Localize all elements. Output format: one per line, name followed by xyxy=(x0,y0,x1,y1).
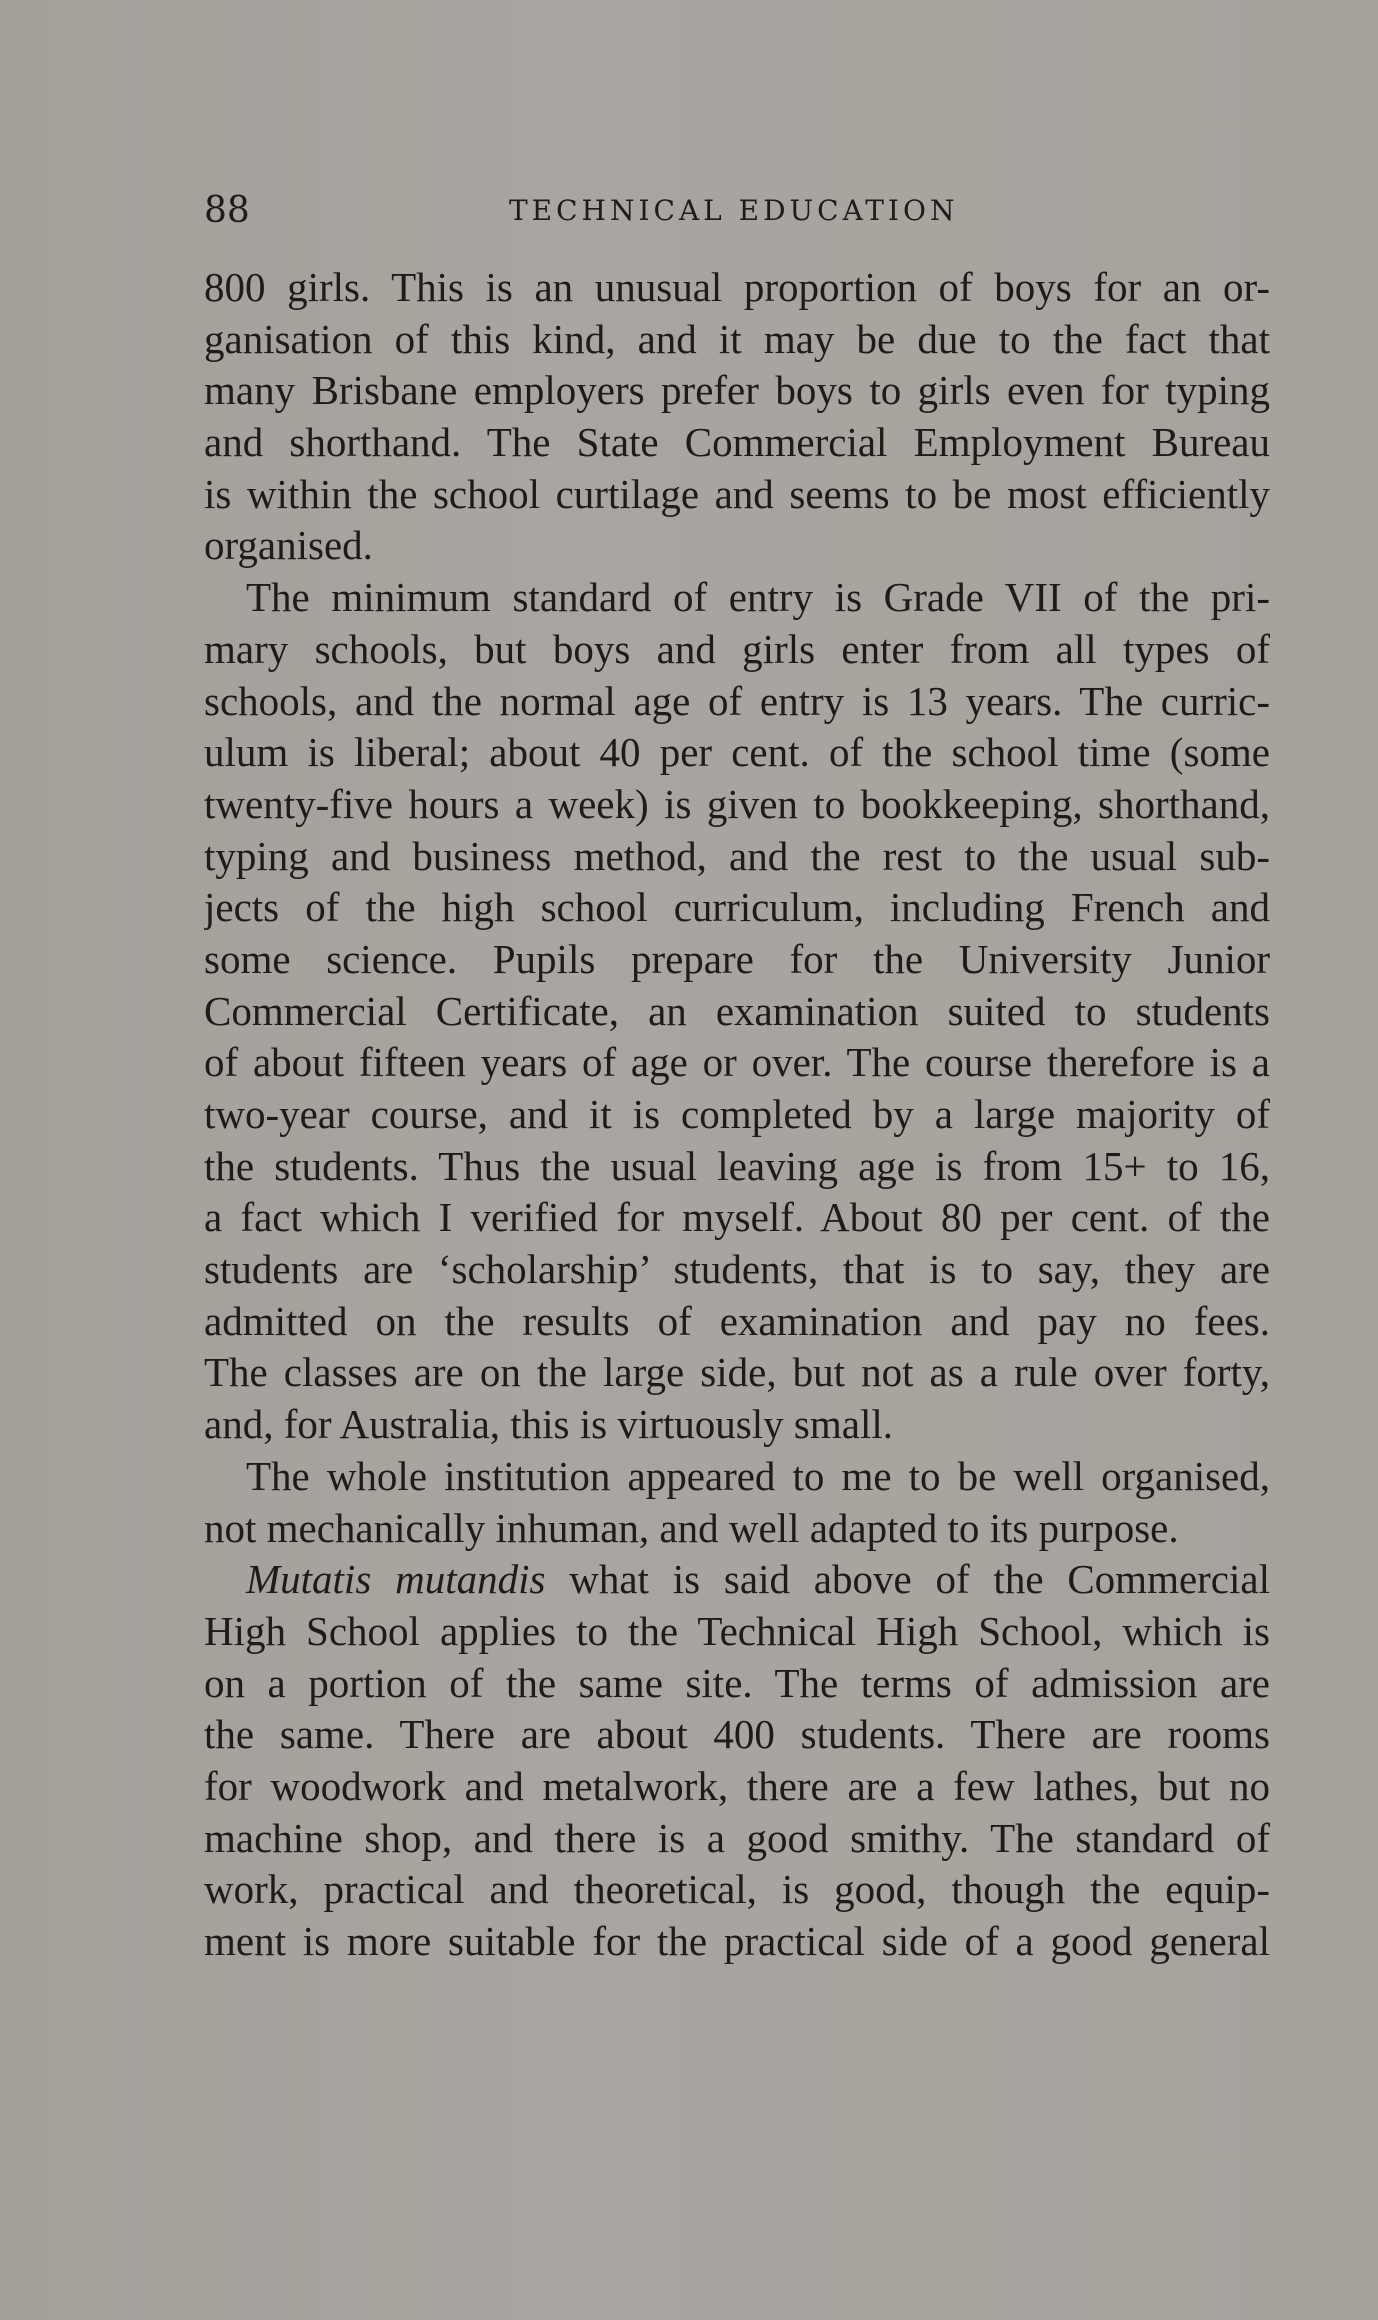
text-line: and, for Australia, this is virtuously small. xyxy=(204,1401,893,1448)
text-line: the same. There are about 400 students. There are rooms xyxy=(204,1711,1270,1758)
text-line: and shorthand. The State Commercial Employment Bureau xyxy=(204,419,1270,466)
text-line: not mechanically inhuman, and well adapted to its purpose. xyxy=(204,1504,1179,1551)
text-line: ment is more suitable for the practical side of a good general xyxy=(204,1918,1270,1964)
body-text xyxy=(204,262,1270,1968)
text-line: jects of the high school curriculum, including French and xyxy=(204,884,1270,931)
text-line: students are ‘scholarship’ students, that is to say, they are xyxy=(204,1246,1270,1293)
text-line: organised. xyxy=(204,522,373,569)
text-line: some science. Pupils prepare for the University Junior xyxy=(204,935,1270,982)
text-line: Commercial Certificate, an examination suited to students xyxy=(204,987,1270,1034)
text-line: typing and business method, and the rest to the usual sub- xyxy=(204,832,1270,879)
italic-phrase: Mutatis mutandis xyxy=(246,1556,546,1603)
text-line: schools, and the normal age of entry is 13 years. The curric- xyxy=(204,677,1270,724)
text-line: mary schools, but boys and girls enter from all types of xyxy=(204,625,1270,672)
line-remainder: what is said above of the Commercial xyxy=(569,1556,1270,1603)
page-header xyxy=(204,186,1270,236)
text-line: for woodwork and metalwork, there are a few lathes, but no xyxy=(204,1762,1270,1809)
paragraph-start-line: The minimum standard of entry is Grade VII of the pri- xyxy=(246,574,1270,621)
text-line: 800 girls. This is an unusual proportion of boys for an or- xyxy=(204,264,1270,310)
text-line: on a portion of the same site. The terms of admission are xyxy=(204,1659,1270,1706)
text-line: many Brisbane employers prefer boys to girls even for typing xyxy=(204,367,1270,414)
text-line: two-year course, and it is completed by a large majority of xyxy=(204,1091,1270,1137)
paragraph-start-line xyxy=(204,1554,1270,1606)
text-line: the students. Thus the usual leaving age is from 15+ to 16, xyxy=(204,1142,1270,1189)
text-line: of about fifteen years of age or over. The course therefore is a xyxy=(204,1039,1270,1086)
running-title: TECHNICAL EDUCATION xyxy=(509,194,959,227)
text-line: is within the school curtilage and seems to be most efficiently xyxy=(204,470,1270,517)
paragraph-start-line: The whole institution appeared to me to be well organised, xyxy=(246,1452,1270,1499)
text-line: The classes are on the large side, but not as a rule over forty, xyxy=(204,1349,1270,1396)
text-line: machine shop, and there is a good smithy. The standard of xyxy=(204,1814,1270,1861)
text-line: High School applies to the Technical High School, which is xyxy=(204,1607,1270,1654)
page-number: 88 xyxy=(204,190,250,231)
text-line: work, practical and theoretical, is good, though the equip- xyxy=(204,1866,1270,1913)
text-line: ganisation of this kind, and it may be due to the fact that xyxy=(204,315,1270,362)
text-line: twenty-five hours a week) is given to bookkeeping, shorthand, xyxy=(204,780,1270,827)
text-line: a fact which I verified for myself. About 80 per cent. of the xyxy=(204,1194,1270,1241)
text-line: ulum is liberal; about 40 per cent. of the school time (some xyxy=(204,729,1270,776)
text-line: admitted on the results of examination and pay no fees. xyxy=(204,1297,1270,1344)
